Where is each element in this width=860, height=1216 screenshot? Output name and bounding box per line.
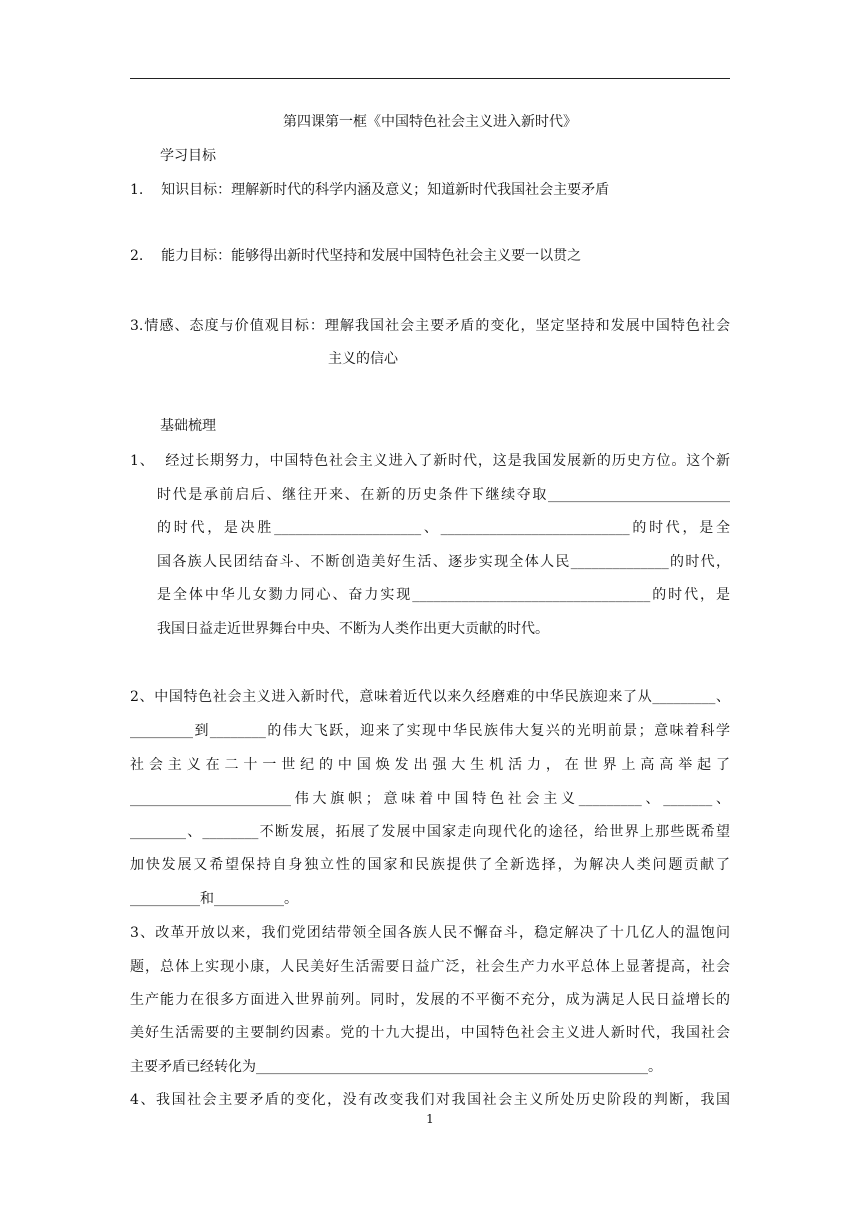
objectives-heading: 学习目标 [160,148,216,164]
question-line: ________、________不断发展，拓展了发展中国家走向现代化的途径，给世界上那些既希望 [130,824,730,840]
question-line: 的时代，是决胜_____________________、___________________________的时代，是全 [157,520,730,536]
question-line: 社会主义在二十一世纪的中国焕发出强大生机活力，在世界上高高举起了 [130,757,730,773]
question-line: __________和__________。 [130,891,298,907]
question-line: 时代是承前启后、继往开来、在新的历史条件下继续夺取__________________________ [157,487,730,503]
basics-heading: 基础梳理 [160,418,216,434]
objective-item-continuation: 主义的信心 [328,351,398,367]
objective-item: 2. 能力目标：能够得出新时代坚持和发展中国特色社会主义要一以贯之 [130,248,582,264]
question-line: 是全体中华儿女勠力同心、奋力实现__________________________________的时代，是 [157,587,730,603]
objective-item: 1. 知识目标：理解新时代的科学内涵及意义；知道新时代我国社会主要矛盾 [130,182,610,198]
question-line: 1、 经过长期努力，中国特色社会主义进入了新时代，这是我国发展新的历史方位。这个新 [130,453,730,469]
question-line: 美好生活需要的主要制约因素。党的十九大提出，中国特色社会主义进人新时代，我国社会 [130,1025,730,1041]
question-line: 国各族人民团结奋斗、不断创造美好生活、逐步实现全体人民______________的时代， [157,554,730,570]
question-line: 3、改革开放以来，我们党团结带领全国各族人民不懈奋斗，稳定解决了十几亿人的温饱问 [130,925,730,941]
page-number: 1 [426,1112,434,1126]
question-line: 2、中国特色社会主义进入新时代，意味着近代以来久经磨难的中华民族迎来了从_________、 [130,689,730,705]
question-line: 题，总体上实现小康，人民美好生活需要日益广泛，社会生产力水平总体上显著提高，社会 [130,959,730,975]
question-line: 4、我国社会主要矛盾的变化，没有改变我们对我国社会主义所处历史阶段的判断，我国 [130,1092,730,1108]
question-line: 主要矛盾已经转化为________________________________________________________。 [130,1059,662,1075]
question-line: _______________________伟大旗帜；意味着中国特色社会主义_________、_______、 [130,791,730,807]
page-title: 第四课第一框《中国特色社会主义进入新时代》 [283,114,577,130]
question-line: 加快发展又希望保持自身独立性的国家和民族提供了全新选择，为解决人类问题贡献了 [130,857,730,873]
question-line: 我国日益走近世界舞台中央、不断为人类作出更大贡献的时代。 [157,621,549,637]
objective-item: 3.情感、态度与价值观目标：理解我国社会主要矛盾的变化，坚定坚持和发展中国特色社会 [130,318,730,334]
question-line: _________到________的伟大飞跃，迎来了实现中华民族伟大复兴的光明前景；意味着科学 [130,723,730,739]
header-rule [130,78,730,79]
question-line: 生产能力在很多方面进入世界前列。同时，发展的不平衡不充分，成为满足人民日益增长的 [130,992,730,1008]
